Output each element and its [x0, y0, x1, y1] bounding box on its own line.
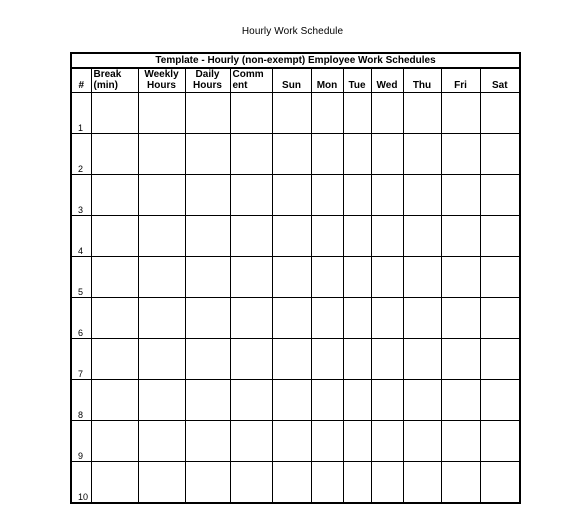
- schedule-cell-wed[interactable]: [371, 380, 403, 421]
- schedule-cell-daily[interactable]: [185, 339, 230, 380]
- document-title: Hourly Work Schedule: [241, 26, 344, 37]
- schedule-cell-daily[interactable]: [185, 298, 230, 339]
- schedule-cell-fri[interactable]: [441, 462, 480, 504]
- schedule-cell-wed[interactable]: [371, 175, 403, 216]
- column-header-label: Comm ent: [232, 69, 264, 91]
- column-header-label: Sun: [282, 80, 301, 91]
- table-row: [71, 175, 520, 216]
- schedule-cell-tue[interactable]: [343, 298, 371, 339]
- schedule-cell-thu[interactable]: [403, 421, 441, 462]
- schedule-cell-weekly[interactable]: [138, 134, 185, 175]
- column-header-weekly: [138, 68, 185, 93]
- column-header-tue: [343, 68, 371, 93]
- header-row: [71, 68, 520, 93]
- schedule-cell-mon[interactable]: [311, 339, 343, 380]
- table-row: [71, 216, 520, 257]
- column-header-sat: [480, 68, 520, 93]
- schedule-cell-sun[interactable]: [272, 175, 311, 216]
- schedule-cell-daily[interactable]: [185, 175, 230, 216]
- schedule-cell-sat[interactable]: [480, 134, 520, 175]
- row-number: 7: [71, 339, 91, 380]
- banner-row: [71, 53, 520, 68]
- table-row: [71, 257, 520, 298]
- schedule-cell-thu[interactable]: [403, 298, 441, 339]
- row-number: 10: [71, 462, 91, 504]
- schedule-cell-comment[interactable]: [230, 421, 272, 462]
- schedule-cell-sat[interactable]: [480, 462, 520, 504]
- table-row: [71, 380, 520, 421]
- table-row: [71, 93, 520, 134]
- schedule-cell-sat[interactable]: [480, 175, 520, 216]
- column-header-label: Fri: [454, 80, 467, 91]
- schedule-cell-mon[interactable]: [311, 380, 343, 421]
- schedule-cell-thu[interactable]: [403, 216, 441, 257]
- schedule-cell-thu[interactable]: [403, 462, 441, 504]
- schedule-cell-sat[interactable]: [480, 339, 520, 380]
- column-header-thu: [403, 68, 441, 93]
- schedule-cell-wed[interactable]: [371, 216, 403, 257]
- schedule-cell-mon[interactable]: [311, 298, 343, 339]
- schedule-cell-wed[interactable]: [371, 134, 403, 175]
- row-number: 6: [71, 298, 91, 339]
- schedule-cell-wed[interactable]: [371, 298, 403, 339]
- schedule-cell-tue[interactable]: [343, 339, 371, 380]
- column-header-num: [71, 68, 91, 93]
- schedule-cell-daily[interactable]: [185, 421, 230, 462]
- schedule-cell-break[interactable]: [91, 134, 138, 175]
- schedule-cell-weekly[interactable]: [138, 421, 185, 462]
- schedule-cell-thu[interactable]: [403, 257, 441, 298]
- schedule-cell-tue[interactable]: [343, 380, 371, 421]
- schedule-cell-mon[interactable]: [311, 134, 343, 175]
- column-header-label: Mon: [316, 80, 338, 91]
- column-header-label: Daily Hours: [193, 69, 222, 91]
- schedule-cell-break[interactable]: [91, 216, 138, 257]
- schedule-cell-weekly[interactable]: [138, 462, 185, 504]
- schedule-cell-daily[interactable]: [185, 257, 230, 298]
- schedule-cell-sun[interactable]: [272, 134, 311, 175]
- schedule-cell-weekly[interactable]: [138, 216, 185, 257]
- schedule-cell-fri[interactable]: [441, 134, 480, 175]
- schedule-cell-comment[interactable]: [230, 257, 272, 298]
- schedule-cell-tue[interactable]: [343, 134, 371, 175]
- table-row: [71, 462, 520, 504]
- schedule-cell-daily[interactable]: [185, 134, 230, 175]
- schedule-cell-sat[interactable]: [480, 216, 520, 257]
- schedule-cell-thu[interactable]: [403, 380, 441, 421]
- schedule-cell-break[interactable]: [91, 93, 138, 134]
- schedule-cell-sat[interactable]: [480, 93, 520, 134]
- schedule-cell-weekly[interactable]: [138, 257, 185, 298]
- column-header-break: [91, 68, 138, 93]
- schedule-cell-break[interactable]: [91, 257, 138, 298]
- table-row: [71, 134, 520, 175]
- table-row: [71, 339, 520, 380]
- row-number: 9: [71, 421, 91, 462]
- schedule-cell-sat[interactable]: [480, 298, 520, 339]
- schedule-cell-daily[interactable]: [185, 93, 230, 134]
- schedule-cell-comment[interactable]: [230, 462, 272, 504]
- work-schedule-table: [70, 52, 521, 504]
- schedule-cell-sat[interactable]: [480, 257, 520, 298]
- column-header-wed: [371, 68, 403, 93]
- schedule-cell-mon[interactable]: [311, 175, 343, 216]
- column-header-mon: [311, 68, 343, 93]
- column-header-label: Tue: [348, 80, 366, 91]
- schedule-cell-tue[interactable]: [343, 257, 371, 298]
- schedule-cell-wed[interactable]: [371, 93, 403, 134]
- schedule-cell-break[interactable]: [91, 380, 138, 421]
- row-number: 2: [71, 134, 91, 175]
- schedule-cell-tue[interactable]: [343, 462, 371, 504]
- schedule-cell-comment[interactable]: [230, 216, 272, 257]
- schedule-cell-weekly[interactable]: [138, 339, 185, 380]
- schedule-cell-comment[interactable]: [230, 134, 272, 175]
- schedule-cell-comment[interactable]: [230, 380, 272, 421]
- schedule-cell-sun[interactable]: [272, 257, 311, 298]
- schedule-cell-mon[interactable]: [311, 421, 343, 462]
- schedule-cell-weekly[interactable]: [138, 93, 185, 134]
- schedule-cell-fri[interactable]: [441, 298, 480, 339]
- schedule-cell-sun[interactable]: [272, 298, 311, 339]
- schedule-cell-thu[interactable]: [403, 134, 441, 175]
- table-row: [71, 421, 520, 462]
- schedule-cell-fri[interactable]: [441, 93, 480, 134]
- schedule-cell-wed[interactable]: [371, 421, 403, 462]
- schedule-body: [71, 93, 520, 504]
- schedule-cell-thu[interactable]: [403, 93, 441, 134]
- schedule-cell-sun[interactable]: [272, 216, 311, 257]
- schedule-cell-fri[interactable]: [441, 421, 480, 462]
- row-number: 5: [71, 257, 91, 298]
- table-banner: Template - Hourly (non-exempt) Employee Work Schedules: [71, 53, 520, 68]
- schedule-cell-comment[interactable]: [230, 93, 272, 134]
- schedule-cell-comment[interactable]: [230, 298, 272, 339]
- column-header-sun: [272, 68, 311, 93]
- schedule-cell-mon[interactable]: [311, 93, 343, 134]
- schedule-cell-fri[interactable]: [441, 339, 480, 380]
- schedule-cell-comment[interactable]: [230, 175, 272, 216]
- column-header-label: Sat: [492, 80, 508, 91]
- schedule-cell-tue[interactable]: [343, 216, 371, 257]
- schedule-cell-weekly[interactable]: [138, 175, 185, 216]
- schedule-cell-sun[interactable]: [272, 462, 311, 504]
- column-header-label: Weekly Hours: [144, 69, 179, 91]
- row-number: 1: [71, 93, 91, 134]
- schedule-cell-wed[interactable]: [371, 257, 403, 298]
- schedule-cell-tue[interactable]: [343, 175, 371, 216]
- schedule-cell-wed[interactable]: [371, 339, 403, 380]
- schedule-cell-tue[interactable]: [343, 93, 371, 134]
- schedule-cell-sat[interactable]: [480, 380, 520, 421]
- schedule-cell-thu[interactable]: [403, 339, 441, 380]
- schedule-cell-sun[interactable]: [272, 339, 311, 380]
- row-number: 8: [71, 380, 91, 421]
- schedule-cell-break[interactable]: [91, 175, 138, 216]
- schedule-cell-fri[interactable]: [441, 257, 480, 298]
- schedule-cell-mon[interactable]: [311, 257, 343, 298]
- schedule-cell-mon[interactable]: [311, 216, 343, 257]
- schedule-cell-fri[interactable]: [441, 380, 480, 421]
- column-header-label: Thu: [412, 80, 432, 91]
- schedule-cell-daily[interactable]: [185, 380, 230, 421]
- column-header-label: Wed: [376, 80, 398, 91]
- schedule-cell-sun[interactable]: [272, 380, 311, 421]
- schedule-cell-daily[interactable]: [185, 462, 230, 504]
- schedule-cell-wed[interactable]: [371, 462, 403, 504]
- column-header-comment: [230, 68, 272, 93]
- schedule-cell-break[interactable]: [91, 339, 138, 380]
- schedule-cell-break[interactable]: [91, 462, 138, 504]
- schedule-cell-tue[interactable]: [343, 421, 371, 462]
- column-header-label: #: [78, 80, 85, 91]
- column-header-fri: [441, 68, 480, 93]
- schedule-cell-thu[interactable]: [403, 175, 441, 216]
- schedule-cell-weekly[interactable]: [138, 298, 185, 339]
- schedule-cell-daily[interactable]: [185, 216, 230, 257]
- schedule-cell-mon[interactable]: [311, 462, 343, 504]
- column-header-label: Break (min): [93, 69, 122, 91]
- schedule-cell-sun[interactable]: [272, 93, 311, 134]
- schedule-cell-break[interactable]: [91, 298, 138, 339]
- schedule-cell-comment[interactable]: [230, 339, 272, 380]
- schedule-cell-weekly[interactable]: [138, 380, 185, 421]
- row-number: 4: [71, 216, 91, 257]
- schedule-cell-sun[interactable]: [272, 421, 311, 462]
- table-row: [71, 298, 520, 339]
- schedule-cell-fri[interactable]: [441, 175, 480, 216]
- schedule-cell-break[interactable]: [91, 421, 138, 462]
- row-number: 3: [71, 175, 91, 216]
- schedule-cell-fri[interactable]: [441, 216, 480, 257]
- schedule-cell-sat[interactable]: [480, 421, 520, 462]
- column-header-daily: [185, 68, 230, 93]
